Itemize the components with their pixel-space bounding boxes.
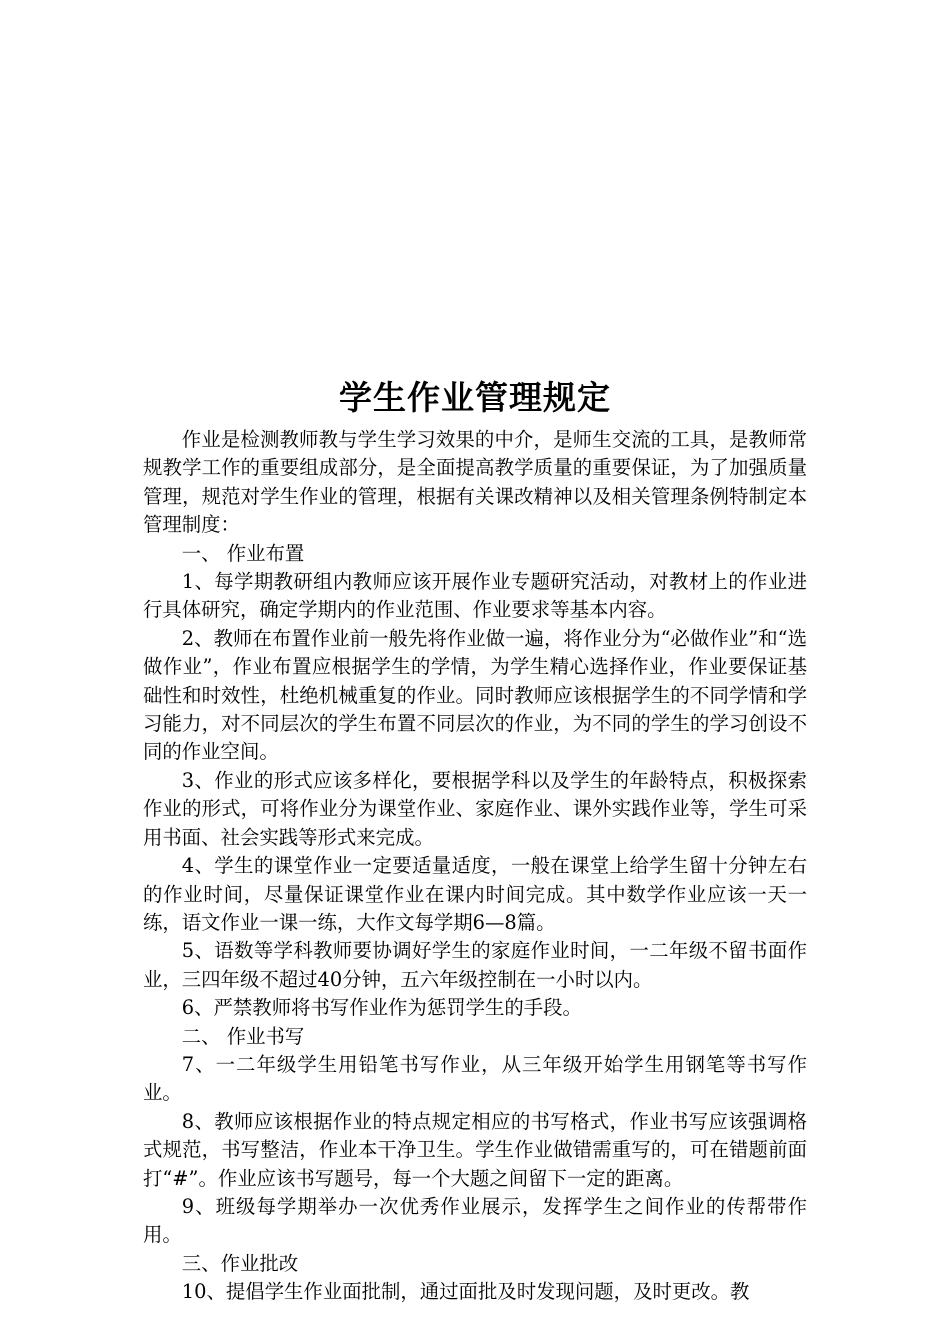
section-heading-assignment: 一、 作业布置 [181,541,305,565]
document-body [143,376,807,1307]
section-heading-writing: 二、 作业书写 [181,1024,305,1048]
intro-paragraph: 作业是检测教师教与学生学习效果的中介，是师生交流的工具，是教师常规教学工作的重要组成部分，是全面提高教学质量的重要保证，为了加强质量管理，规范对学生作业的管理，根据有关课改精神以及相关管理条例特制定本管理制度： [143,428,807,537]
section-heading-grading: 三、作业批改 [181,1251,299,1275]
document-title: 学生作业管理规定 [339,378,611,417]
paragraph-7: 7、一二年级学生用铅笔书写作业，从三年级开始学生用钢笔等书写作业。 [143,1052,807,1105]
paragraph-10: 10、提倡学生作业面批制，通过面批及时发现问题，及时更改。教 [181,1280,750,1304]
paragraph-2: 2、教师在布置作业前一般先将作业做一遍，将作业分为“必做作业”和“选做作业”，作业布置应根据学生的学情，为学生精心选择作业，作业要保证基础性和时效性，杜绝机械重复的作业。同时教师应该根据学生的不同学情和学习能力，对不同层次的学生布置不同层次的作业，为不同的学生的学习创设不同的作业空间。 [143,626,807,764]
paragraph-8: 8、教师应该根据作业的特点规定相应的书写格式，作业书写应该强调格式规范，书写整洁，作业本干净卫生。学生作业做错需重写的，可在错题前面打“#”。作业应该书写题号，每一个大题之间留下一定的距离。 [143,1109,807,1190]
paragraph-4: 4、学生的课堂作业一定要适量适度，一般在课堂上给学生留十分钟左右的作业时间，尽量保证课堂作业在课内时间完成。其中数学作业应该一天一练，语文作业一课一练，大作文每学期6—8篇。 [143,854,807,934]
paragraph-6: 6、严禁教师将书写作业作为惩罚学生的手段。 [181,996,582,1020]
paragraph-1: 1、每学期教研组内教师应该开展作业专题研究活动，对教材上的作业进行具体研究，确定学期内的作业范围、作业要求等基本内容。 [143,570,807,622]
paragraph-9: 9、班级每学期举办一次优秀作业展示，发挥学生之间作业的传帮带作用。 [143,1194,807,1247]
paragraph-3: 3、作业的形式应该多样化，要根据学科以及学生的年龄特点，积极探索作业的形式，可将作业分为课堂作业、家庭作业、课外实践作业等，学生可采用书面、社会实践等形式来完成。 [143,768,807,849]
paragraph-5: 5、语数等学科教师要协调好学生的家庭作业时间，一二年级不留书面作业，三四年级不超过40分钟，五六年级控制在一小时以内。 [143,939,807,991]
